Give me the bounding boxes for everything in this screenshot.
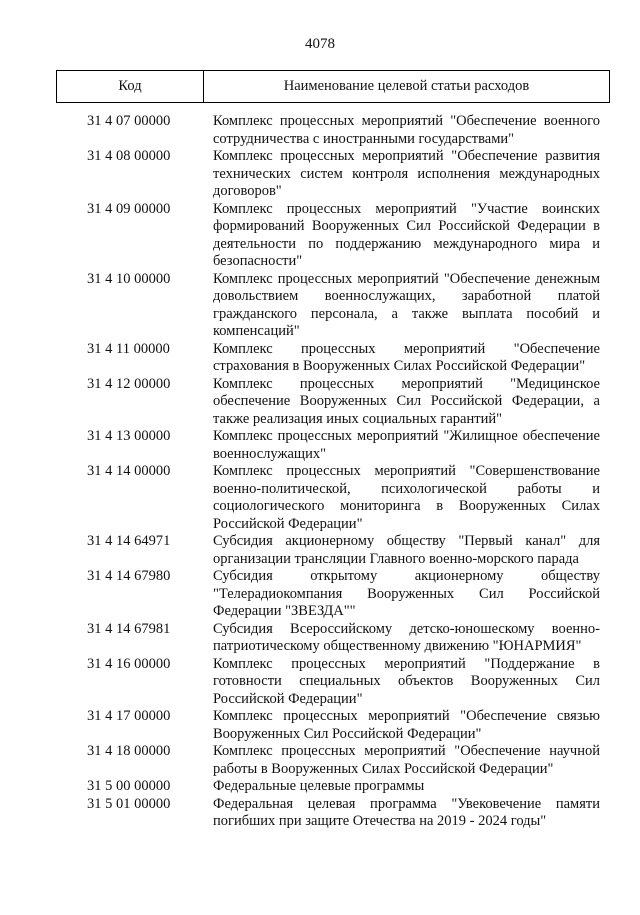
row-code: 31 4 14 67981: [87, 620, 171, 637]
table-row: [0, 271, 640, 341]
row-description: Субсидия открытому акционерному обществу "Телерадиокомпания Вооруженных Сил Российской Федерации "ЗВЕЗДА"": [213, 568, 600, 619]
header-code: Код: [57, 71, 204, 102]
row-description: Комплекс процессных мероприятий "Участие воинских формирований Вооруженных Сил Российской Федерации в деятельности по поддержанию международного мира и безопасности": [213, 200, 600, 269]
row-description: Комплекс процессных мероприятий "Медицинское обеспечение Вооруженных Сил Российской Федерации, а также реализация иных социальных гарантий": [213, 375, 600, 427]
table-row: [0, 113, 640, 148]
row-code: 31 5 01 00000: [87, 795, 171, 812]
row-description: Комплекс процессных мероприятий "Обеспечение связью Вооруженных Сил Российской Федерации": [213, 708, 600, 742]
table-row: [0, 796, 640, 831]
table-header: [56, 70, 610, 103]
row-code: 31 4 13 00000: [87, 428, 171, 444]
table-row: [0, 376, 640, 429]
row-description: Федеральные целевые программы: [213, 778, 425, 794]
header-name: Наименование целевой статьи расходов: [283, 78, 530, 94]
row-description: Комплекс процессных мероприятий "Обеспечение военного сотрудничества с иностранными государствами": [213, 113, 600, 147]
row-description: Комплекс процессных мероприятий "Обеспечение страхования в Вооруженных Силах Российской Федерации": [213, 340, 600, 374]
table-row: [0, 656, 640, 709]
table-row: [0, 341, 640, 376]
row-description: Комплекс процессных мероприятий "Совершенствование военно-политической, психологической работы и социологического мониторинга в Вооруженных Силах Российской Федерации": [213, 463, 600, 532]
table-row: [0, 463, 640, 533]
row-code: 31 5 00 00000: [87, 778, 171, 794]
table-row: [0, 533, 640, 568]
row-description: Субсидия Всероссийскому детско-юношескому военно-патриотическому общественному движению "ЮНАРМИЯ": [213, 620, 600, 654]
row-description: Комплекс процессных мероприятий "Поддержание в готовности специальных объектов Вооруженных Сил Российской Федерации": [213, 655, 600, 707]
table-body: [0, 113, 640, 831]
row-code: 31 4 18 00000: [87, 743, 171, 759]
row-code: 31 4 17 00000: [87, 708, 171, 724]
table-row: [0, 148, 640, 201]
row-description: Комплекс процессных мероприятий "Обеспечение научной работы в Вооруженных Силах Российской Федерации": [213, 743, 600, 777]
page-number: 4078: [305, 36, 335, 52]
row-code: 31 4 11 00000: [87, 340, 170, 357]
row-code: 31 4 14 00000: [87, 463, 171, 479]
row-description: Комплекс процессных мероприятий "Жилищное обеспечение военнослужащих": [213, 428, 600, 462]
row-description: Федеральная целевая программа "Увековечение памяти погибших при защите Отечества на 2019 - 2024 годы": [213, 795, 600, 829]
row-code: 31 4 12 00000: [87, 375, 171, 392]
table-row: [0, 778, 640, 796]
row-code: 31 4 16 00000: [87, 655, 171, 672]
table-row: [0, 621, 640, 656]
table-row: [0, 743, 640, 778]
row-code: 31 4 08 00000: [87, 148, 171, 164]
table-row: [0, 568, 640, 621]
table-row: [0, 428, 640, 463]
table-row: [0, 708, 640, 743]
table-row: [0, 201, 640, 271]
row-code: 31 4 09 00000: [87, 200, 171, 217]
row-code: 31 4 14 67980: [87, 568, 171, 584]
row-description: Комплекс процессных мероприятий "Обеспечение развития технических систем контроля исполнения международных договоров": [213, 148, 600, 199]
row-description: Субсидия акционерному обществу "Первый канал" для организации трансляции Главного военно-морского парада: [213, 533, 600, 567]
row-code: 31 4 10 00000: [87, 270, 171, 287]
row-code: 31 4 14 64971: [87, 533, 171, 549]
row-description: Комплекс процессных мероприятий "Обеспечение денежным довольствием военнослужащих, заработной платой гражданского персонала, а также выплата пособий и компенсаций": [213, 270, 600, 339]
row-code: 31 4 07 00000: [87, 113, 171, 129]
